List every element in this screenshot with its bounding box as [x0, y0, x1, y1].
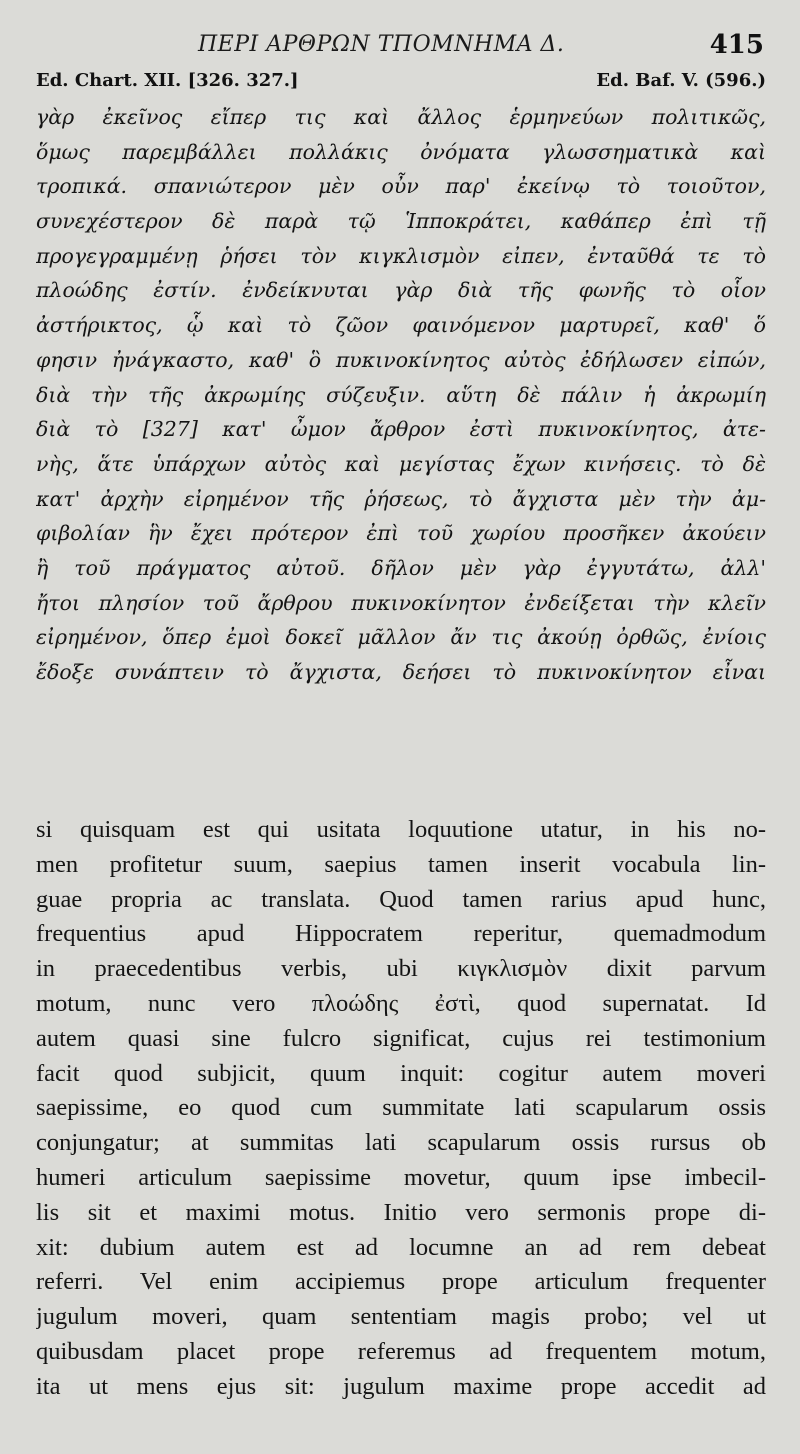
greek-line: συνεχέστερον δὲ παρὰ τῷ Ἱπποκράτει, καθάπερ ἐπὶ τῇ: [36, 209, 766, 234]
latin-line: referri. Vel enim accipiemus prope articulum frequenter: [36, 1268, 766, 1296]
greek-line: κατ' ἀρχὴν εἰρημένον τῆς ῥήσεως, τὸ ἄγχιστα μὲν τὴν ἀμ-: [36, 486, 766, 511]
latin-line: in praecedentibus verbis, ubi κιγκλισμὸν dixit parvum: [36, 955, 766, 983]
latin-line: humeri articulum saepissime movetur, quum ipse imbecil-: [36, 1163, 766, 1191]
running-title: ΠΕΡΙ ΑΡΘΡΩΝ ΤΠΟΜΝΗΜΑ Δ.: [198, 32, 565, 57]
greek-line: διὰ τὴν τῆς ἀκρωμίης σύζευξιν. αὕτη δὲ πάλιν ἡ ἀκρωμίη: [36, 382, 766, 407]
edition-references: [36, 70, 766, 96]
greek-line: εἰρημένον, ὅπερ ἐμοὶ δοκεῖ μᾶλλον ἄν τις ἀκούῃ ὀρθῶς, ἐνίοις: [36, 625, 766, 650]
greek-line: ἔδοξε συνάπτειν τὸ ἄγχιστα, δεήσει τὸ πυκινοκίνητον εἶναι: [36, 660, 766, 684]
latin-text-block: [36, 813, 766, 1405]
greek-line: πλοώδης ἐστίν. ἐνδείκνυται γὰρ διὰ τῆς φωνῆς τὸ οἷον: [36, 278, 766, 303]
greek-line: ἢ τοῦ πράγματος αὐτοῦ. δῆλον μὲν γὰρ ἐγγυτάτω, ἀλλ': [36, 555, 766, 580]
greek-line: ὅμως παρεμβάλλει πολλάκις ὀνόματα γλωσσηματικὰ καὶ: [36, 139, 766, 164]
latin-line: motum, nunc vero πλοώδης ἐστὶ, quod supernatat. Id: [36, 989, 766, 1017]
greek-line: φιβολίαν ἣν ἔχει πρότερον ἐπὶ τοῦ χωρίου προσῆκεν ἀκούειν: [36, 521, 766, 546]
greek-line: προγεγραμμένῃ ῥήσει τὸν κιγκλισμὸν εἰπεν, ἐνταῦθά τε τὸ: [36, 243, 766, 268]
latin-line: lis sit et maximi motus. Initio vero sermonis prope di-: [36, 1198, 766, 1226]
running-head: [0, 30, 800, 62]
latin-line: frequentius apud Hippocratem reperitur, quemadmodum: [36, 920, 766, 948]
greek-text-block: [36, 100, 766, 690]
latin-line: quibusdam placet prope referemus ad frequentem motum,: [36, 1337, 766, 1365]
latin-line: saepissime, eo quod cum summitate lati scapularum ossis: [36, 1094, 766, 1122]
latin-line: facit quod subjicit, quum inquit: cogitur autem moveri: [36, 1059, 766, 1087]
latin-line: si quisquam est qui usitata loquutione utatur, in his no-: [36, 816, 766, 843]
edition-reference-chartier: Ed. Chart. XII. [326. 327.]: [36, 70, 299, 91]
latin-line: autem quasi sine fulcro significat, cujus rei testimonium: [36, 1024, 766, 1052]
latin-line: ita ut mens ejus sit: jugulum maxime prope accedit ad: [36, 1372, 766, 1400]
latin-line: men profitetur suum, saepius tamen inserit vocabula lin-: [36, 850, 766, 878]
latin-line: conjungatur; at summitas lati scapularum ossis rursus ob: [36, 1129, 766, 1157]
greek-line: ἀστήρικτος, ᾧ καὶ τὸ ζῶον φαινόμενον μαρτυρεῖ, καθ' ὅ: [36, 313, 766, 338]
greek-line: νὴς, ἅτε ὑπάρχων αὐτὸς καὶ μεγίστας ἔχων κινήσεις. τὸ δὲ: [36, 451, 766, 476]
greek-line: γὰρ ἐκεῖνος εἴπερ τις καὶ ἄλλος ἑρμηνεύων πολιτικῶς,: [36, 105, 766, 129]
greek-line: ἤτοι πλησίον τοῦ ἄρθρου πυκινοκίνητον ἐνδείξεται τὴν κλεῖν: [36, 590, 766, 615]
greek-line: τροπικά. σπανιώτερον μὲν οὖν παρ' ἐκείνῳ τὸ τοιοῦτον,: [36, 174, 766, 199]
greek-line: φησιν ἠνάγκαστο, καθ' ὃ πυκινοκίνητος αὐτὸς ἐδήλωσεν εἰπών,: [36, 347, 766, 372]
edition-reference-basel: Ed. Baf. V. (596.): [596, 70, 766, 91]
latin-line: guae propria ac translata. Quod tamen rarius apud hunc,: [36, 885, 766, 913]
greek-line: διὰ τὸ [327] κατ' ὦμον ἄρθρον ἐστὶ πυκινοκίνητος, ἀτε-: [36, 417, 766, 442]
latin-line: xit: dubium autem est ad locumne an ad rem debeat: [36, 1233, 766, 1261]
latin-line: jugulum moveri, quam sententiam magis probo; vel ut: [36, 1303, 766, 1331]
page-number: 415: [709, 30, 764, 60]
